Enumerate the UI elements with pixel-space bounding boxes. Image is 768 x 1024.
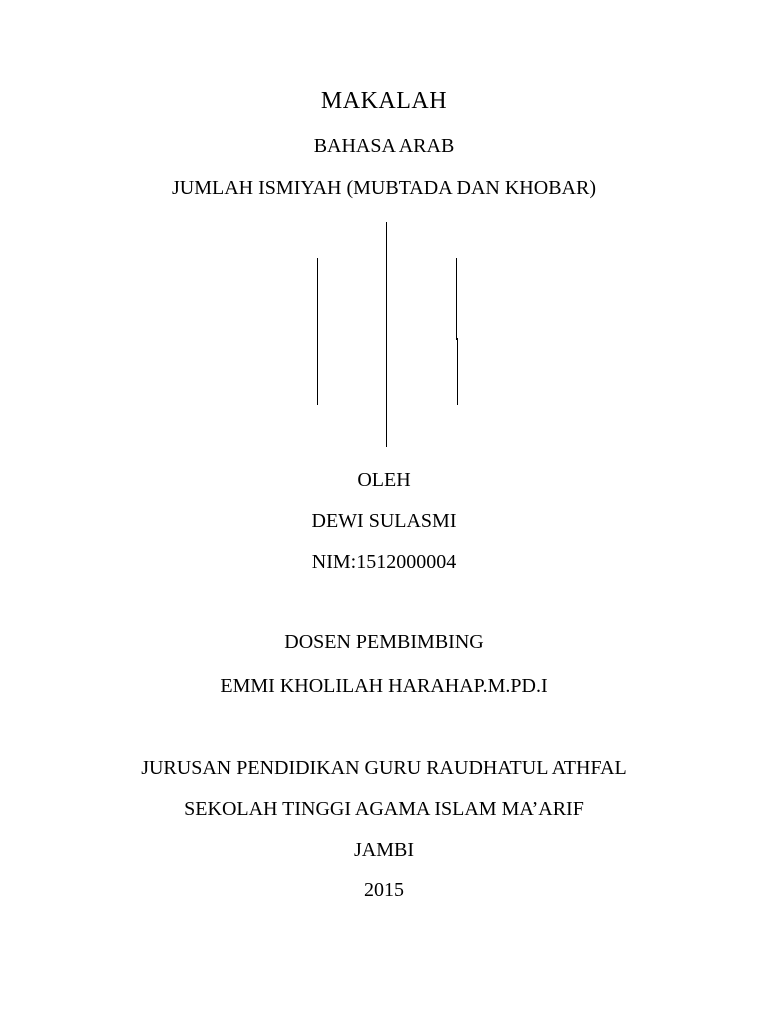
left-vertical-line — [317, 258, 318, 405]
author-name: DEWI SULASMI — [311, 510, 457, 532]
supervisor-label: DOSEN PEMBIMBING — [284, 631, 484, 653]
topic-heading: JUMLAH ISMIYAH (MUBTADA DAN KHOBAR) — [172, 177, 596, 199]
center-vertical-line — [386, 222, 387, 447]
right-vertical-line-upper — [456, 258, 457, 340]
supervisor-name: EMMI KHOLILAH HARAHAP.M.PD.I — [220, 675, 548, 697]
right-vertical-line-lower — [457, 338, 458, 405]
document-title: MAKALAH — [320, 88, 448, 114]
subject-heading: BAHASA ARAB — [313, 135, 455, 157]
student-id: NIM:1512000004 — [311, 551, 457, 573]
city-name: JAMBI — [353, 839, 414, 861]
department-name: JURUSAN PENDIDIKAN GURU RAUDHATUL ATHFAL — [141, 757, 627, 779]
by-label: OLEH — [357, 469, 411, 491]
year: 2015 — [364, 879, 404, 901]
institution-name: SEKOLAH TINGGI AGAMA ISLAM MA’ARIF — [184, 798, 584, 820]
